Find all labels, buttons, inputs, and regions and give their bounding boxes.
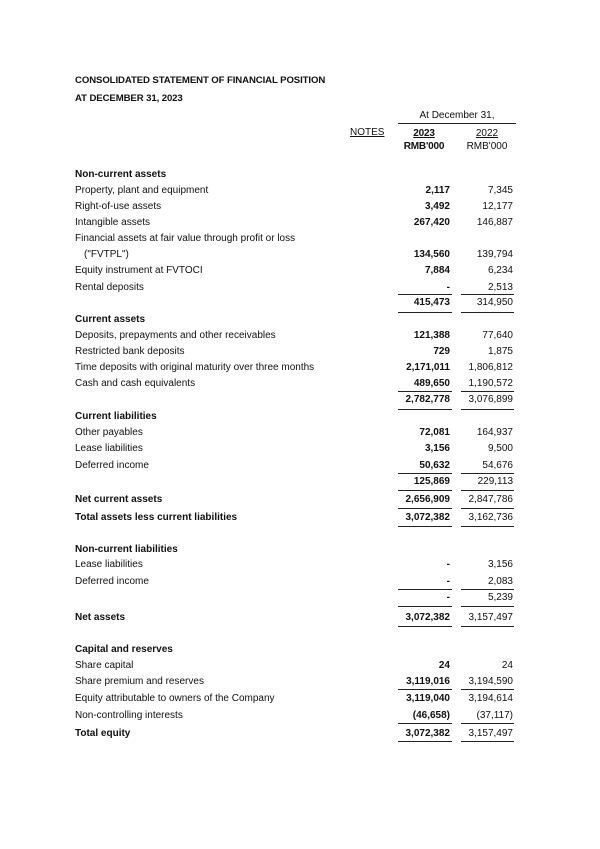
subtotal-rule <box>398 589 452 590</box>
table-row <box>0 216 600 230</box>
table-row <box>0 361 600 375</box>
table-row <box>0 281 600 295</box>
value-2022: 3,194,614 <box>468 693 513 704</box>
table-row <box>0 692 600 706</box>
value-2023: 2,171,011 <box>406 362 450 373</box>
value-2022: 1,806,812 <box>468 362 513 373</box>
table-row <box>0 377 600 391</box>
table-row <box>0 184 600 198</box>
section-heading <box>0 168 600 182</box>
value-2023: 2,656,909 <box>405 494 450 505</box>
value-2023: 7,884 <box>424 265 450 276</box>
section-heading <box>0 543 600 557</box>
row-label: Equity instrument at FVTOCI <box>75 265 203 276</box>
row-label: Share premium and reserves <box>75 676 204 687</box>
value-2023: 24 <box>438 660 450 671</box>
value-2022: 3,157,497 <box>468 728 513 739</box>
row-label: Share capital <box>75 660 134 671</box>
total-row <box>0 611 600 625</box>
value-2023: 3,492 <box>424 201 450 212</box>
value-2022: 6,234 <box>487 265 513 276</box>
row-label: Intangible assets <box>75 217 151 228</box>
total-rule <box>461 508 514 509</box>
value-2022: 3,156 <box>487 559 513 570</box>
row-label: Non-current assets <box>75 169 167 180</box>
value-2023: 125,869 <box>413 476 450 487</box>
section-heading <box>0 313 600 327</box>
statement-date: AT DECEMBER 31, 2023 <box>75 93 183 104</box>
unit-2023: RMB'000 <box>403 141 445 152</box>
subtotal-rule <box>398 473 452 474</box>
value-2023: - <box>446 592 450 603</box>
subtotal-rule <box>461 689 514 690</box>
value-2022: 24 <box>501 660 513 671</box>
table-row <box>0 459 600 473</box>
value-2023: (46,658) <box>412 710 450 721</box>
statement-title-block <box>75 72 325 108</box>
row-label: Current assets <box>75 314 146 325</box>
table-row <box>0 442 600 456</box>
subtotal-rule <box>461 723 514 724</box>
subtotal-rule <box>461 294 514 295</box>
value-2023: 489,650 <box>413 378 450 389</box>
row-label: Rental deposits <box>75 282 144 293</box>
table-row <box>0 248 600 262</box>
value-2023: 729 <box>433 346 450 357</box>
section-heading <box>0 410 600 424</box>
subtotal-row <box>0 475 600 489</box>
value-2022: 229,113 <box>477 476 513 487</box>
value-2023: 134,560 <box>413 249 450 260</box>
value-2022: 77,640 <box>482 330 513 341</box>
value-2023: - <box>446 559 450 570</box>
total-row <box>0 493 600 507</box>
subtotal-row <box>0 296 600 310</box>
value-2022: 3,076,899 <box>468 394 513 405</box>
row-label: Lease liabilities <box>75 443 143 454</box>
subtotal-rule <box>461 391 514 392</box>
table-row <box>0 709 600 723</box>
row-label: Net current assets <box>75 494 163 505</box>
value-2023: 3,119,016 <box>406 676 450 687</box>
value-2022: 5,239 <box>487 592 513 603</box>
table-row <box>0 200 600 214</box>
row-label: Financial assets at fair value through profit or loss <box>75 233 296 244</box>
value-2022: 2,513 <box>487 282 513 293</box>
value-2022: 9,500 <box>487 443 513 454</box>
value-2022: 1,190,572 <box>468 378 513 389</box>
unit-2022: RMB'000 <box>466 141 508 152</box>
value-2023: 3,119,040 <box>406 693 450 704</box>
subtotal-rule <box>461 473 514 474</box>
value-2022: 314,950 <box>476 297 513 308</box>
value-2023: 415,473 <box>413 297 450 308</box>
table-row <box>0 659 600 673</box>
row-label: Property, plant and equipment <box>75 185 209 196</box>
subtotal-row <box>0 393 600 407</box>
row-label: Lease liabilities <box>75 559 143 570</box>
total-rule <box>398 626 452 627</box>
row-label: Cash and cash equivalents <box>75 378 196 389</box>
row-label: Other payables <box>75 427 143 438</box>
value-2022: 3,162,736 <box>468 512 513 523</box>
total-rule <box>398 741 452 742</box>
row-label: Total assets less current liabilities <box>75 512 238 523</box>
value-2023: 121,388 <box>413 330 450 341</box>
subtotal-rule <box>461 490 514 491</box>
table-row <box>0 264 600 278</box>
value-2022: 12,177 <box>482 201 513 212</box>
row-label: Right-of-use assets <box>75 201 162 212</box>
table-row <box>0 329 600 343</box>
row-label: Non-controlling interests <box>75 710 183 721</box>
value-2023: 50,632 <box>419 460 450 471</box>
notes-column-header: NOTES <box>350 127 385 138</box>
subtotal-rule <box>398 391 452 392</box>
value-2022: 2,083 <box>487 576 513 587</box>
value-2022: 7,345 <box>487 185 513 196</box>
row-label: Deferred income <box>75 460 149 471</box>
total-row <box>0 511 600 525</box>
value-2023: 3,156 <box>424 443 450 454</box>
value-2023: 267,420 <box>413 217 450 228</box>
total-rule <box>398 526 452 527</box>
column-header-2022 <box>459 127 515 153</box>
value-2023: 3,072,382 <box>405 512 450 523</box>
subtotal-row <box>0 591 600 605</box>
value-2022: 3,194,590 <box>468 676 513 687</box>
value-2023: 2,782,778 <box>405 394 450 405</box>
value-2022: 2,847,786 <box>468 494 513 505</box>
total-rule <box>461 741 514 742</box>
statement-title: CONSOLIDATED STATEMENT OF FINANCIAL POSITION <box>75 75 326 86</box>
table-row <box>0 345 600 359</box>
year-2023: 2023 <box>413 128 435 139</box>
value-2023: 72,081 <box>419 427 450 438</box>
table-row <box>0 558 600 572</box>
subtotal-rule <box>461 606 514 607</box>
column-group-header: At December 31, <box>398 110 516 124</box>
value-2022: 139,794 <box>476 249 513 260</box>
subtotal-rule <box>398 490 452 491</box>
value-2022: 164,937 <box>476 427 513 438</box>
value-2022: 3,157,497 <box>468 612 513 623</box>
value-2022: (37,117) <box>476 710 513 721</box>
row-label: ("FVTPL") <box>84 249 129 260</box>
value-2023: 3,072,382 <box>405 728 450 739</box>
row-label: Restricted bank deposits <box>75 346 185 357</box>
subtotal-rule <box>398 723 452 724</box>
row-label: Time deposits with original maturity over three months <box>75 362 315 373</box>
value-2023: 2,117 <box>425 185 450 196</box>
subtotal-rule <box>398 606 452 607</box>
row-label: Equity attributable to owners of the Company <box>75 693 275 704</box>
total-rule <box>398 508 452 509</box>
row-label: Deferred income <box>75 576 149 587</box>
row-label: Current liabilities <box>75 411 157 422</box>
total-rule <box>461 526 514 527</box>
value-2023: - <box>446 282 450 293</box>
total-row <box>0 727 600 741</box>
value-2022: 1,875 <box>487 346 513 357</box>
table-row <box>0 426 600 440</box>
row-label: Net assets <box>75 612 126 623</box>
subtotal-rule <box>398 294 452 295</box>
total-rule <box>461 626 514 627</box>
table-row <box>0 575 600 589</box>
row-label: Capital and reserves <box>75 644 173 655</box>
table-row <box>0 675 600 689</box>
section-heading <box>0 643 600 657</box>
year-2022: 2022 <box>475 128 499 139</box>
table-row <box>0 232 600 246</box>
value-2023: 3,072,382 <box>405 612 450 623</box>
row-label: Non-current liabilities <box>75 544 178 555</box>
row-label: Total equity <box>75 728 131 739</box>
subtotal-rule <box>398 689 452 690</box>
value-2022: 54,676 <box>482 460 513 471</box>
row-label: Deposits, prepayments and other receivables <box>75 330 276 341</box>
value-2023: - <box>446 576 450 587</box>
value-2022: 146,887 <box>476 217 513 228</box>
subtotal-rule <box>461 589 514 590</box>
column-header-2023 <box>396 127 452 153</box>
